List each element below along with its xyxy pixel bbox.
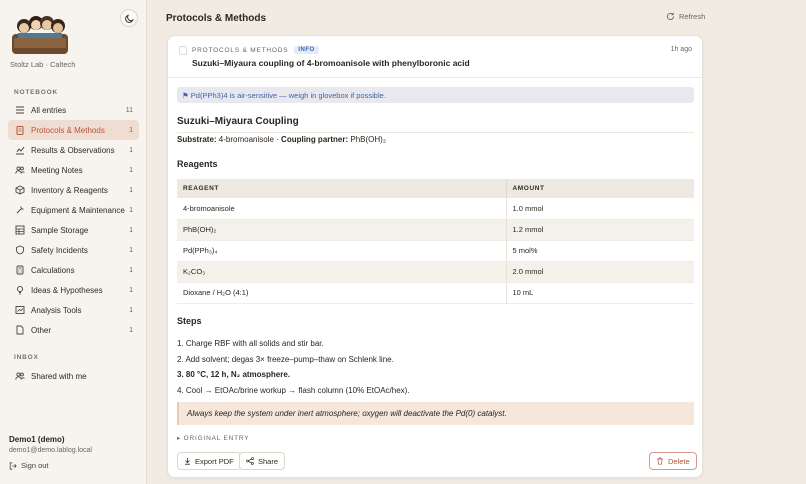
sidebar-item-count: 1 [129,186,133,194]
sidebar-item-all-entries[interactable] [8,100,139,120]
amount-cell: 1.0 mmol [506,198,694,219]
wrench-icon [15,205,25,215]
inbox-section-label: INBOX [14,354,39,361]
breadcrumb-category: PROTOCOLS & METHODS [192,46,289,54]
list-item: 4. Cool → EtOAc/brine workup → flash column (10% EtOAc/hex). [177,385,410,395]
table-row [177,240,694,261]
sidebar [0,0,147,484]
sidebar-item-label: Protocols & Methods [31,125,105,135]
column-header-reagent: REAGENT [177,179,506,198]
sidebar-item-label: Shared with me [31,371,87,381]
moon-icon [125,14,134,23]
entry-header [168,36,702,78]
callout-note: Always keep the system under inert atmosphere; oxygen will deactivate the Pd(0) catalyst. [177,402,694,425]
sidebar-item-calculations[interactable] [8,260,139,280]
sidebar-item-analysis-tools[interactable] [8,300,139,320]
page-title: Protocols & Methods [166,13,267,24]
status-badge: INFO [294,46,318,54]
grid-icon [15,225,25,235]
refresh-icon [666,12,675,21]
clipboard-icon [15,125,25,135]
inbox-nav [8,366,139,386]
sidebar-item-ideas[interactable] [8,280,139,300]
reagent-cell: 4-bromoanisole [177,198,506,219]
share-button[interactable] [239,452,285,470]
heading-divider [177,132,694,133]
table-row [177,219,694,240]
lab-logo [10,8,70,56]
sidebar-item-count: 1 [129,226,133,234]
export-pdf-button[interactable] [177,452,241,470]
steps-heading: Steps [177,316,202,326]
sidebar-item-sample-storage[interactable] [8,220,139,240]
sidebar-item-count: 1 [129,266,133,274]
sidebar-item-count: 1 [129,146,133,154]
sidebar-item-results[interactable] [8,140,139,160]
trash-icon [656,457,664,465]
partner-value: PhB(OH)₂ [348,135,386,144]
amount-cell: 1.2 mmol [506,219,694,240]
partner-label: Coupling partner: [281,135,349,144]
warning-alert: ⚑ Pd(PPh3)4 is air-sensitive — weigh in glovebox if possible. [177,87,694,103]
reagent-cell: Pd(PPh₃)₄ [177,240,506,261]
amount-cell: 5 mol% [506,240,694,261]
reagent-cell: Dioxane / H₂O (4:1) [177,282,506,303]
people-icon [15,165,25,175]
reagents-heading: Reagents [177,159,218,169]
theme-toggle-button[interactable] [120,9,138,27]
reagent-cell: PhB(OH)₂ [177,219,506,240]
column-header-amount: AMOUNT [506,179,694,198]
refresh-button[interactable] [666,12,705,21]
table-row [177,261,694,282]
sidebar-item-label: Meeting Notes [31,165,83,175]
chart-icon [15,145,25,155]
entry-card [167,35,703,478]
sidebar-item-label: Ideas & Hypotheses [31,285,103,295]
sidebar-item-count: 1 [129,166,133,174]
substrate-value: 4-bromoanisole · [216,135,282,144]
download-icon [184,457,191,465]
file-icon [15,325,25,335]
sidebar-item-inventory[interactable] [8,180,139,200]
sidebar-item-safety[interactable] [8,240,139,260]
sidebar-item-count: 11 [125,106,133,114]
sidebar-item-label: Other [31,325,52,335]
user-email: demo1@demo.lablog.local [9,447,92,454]
substrate-label: Substrate: [177,135,217,144]
sidebar-item-label: Calculations [31,265,75,275]
breadcrumb [192,46,319,54]
people-icon [15,371,25,381]
shield-icon [15,245,25,255]
table-row [177,198,694,219]
notebook-section-label: NOTEBOOK [14,89,58,96]
sidebar-item-equipment[interactable] [8,200,139,220]
reagents-table [177,179,694,304]
delete-label: Delete [668,456,690,466]
sidebar-item-count: 1 [129,286,133,294]
original-entry-toggle[interactable]: ▸ ORIGINAL ENTRY [177,435,250,442]
protocol-heading: Suzuki–Miyaura Coupling [177,116,299,127]
table-row [177,282,694,303]
sidebar-item-label: Sample Storage [31,225,89,235]
list-item: 3. 80 °C, 12 h, N₂ atmosphere. [177,370,291,379]
sidebar-item-label: Safety Incidents [31,245,88,255]
amount-cell: 2.0 mmol [506,261,694,282]
sidebar-item-label: All entries [31,105,67,115]
calculator-icon [15,265,25,275]
sidebar-item-label: Equipment & Maintenance [31,205,125,215]
sidebar-item-count: 1 [129,206,133,214]
steps-list [177,336,410,398]
sidebar-item-label: Results & Observations [31,145,115,155]
sidebar-item-count: 1 [129,246,133,254]
sidebar-item-count: 1 [129,306,133,314]
refresh-label: Refresh [679,12,706,21]
share-label: Share [258,456,279,466]
sidebar-item-protocols[interactable] [8,120,139,140]
list-item: 2. Add solvent; degas 3× freeze–pump–thaw on Schlenk line. [177,354,394,364]
share-icon [246,457,254,465]
lab-name: Stoltz Lab · Caltech [10,60,76,69]
substrate-line [177,135,386,144]
entry-timestamp: 1h ago [670,46,692,53]
entry-title: Suzuki–Miyaura coupling of 4-bromoanisole with phenylboronic acid [192,58,470,68]
amount-cell: 10 mL [506,282,694,303]
list-icon [15,105,25,115]
sign-out-label: Sign out [21,461,49,470]
document-icon [179,46,187,55]
lightbulb-icon [15,285,25,295]
sidebar-item-meeting-notes[interactable] [8,160,139,180]
export-pdf-label: Export PDF [195,456,234,466]
tool-icon [15,305,25,315]
box-icon [15,185,25,195]
sidebar-item-shared-with-me[interactable] [8,366,139,386]
delete-button[interactable] [649,452,697,470]
sidebar-item-other[interactable] [8,320,139,340]
sidebar-item-count: 1 [129,126,133,134]
sign-out-icon [9,462,17,470]
sidebar-item-count: 1 [129,326,133,334]
notebook-nav [8,100,139,340]
user-name: Demo1 (demo) [9,435,65,444]
sign-out-link[interactable] [9,461,49,470]
sidebar-item-label: Inventory & Reagents [31,185,108,195]
list-item: 1. Charge RBF with all solids and stir bar. [177,339,324,348]
sidebar-item-label: Analysis Tools [31,305,82,315]
reagent-cell: K₂CO₃ [177,261,506,282]
